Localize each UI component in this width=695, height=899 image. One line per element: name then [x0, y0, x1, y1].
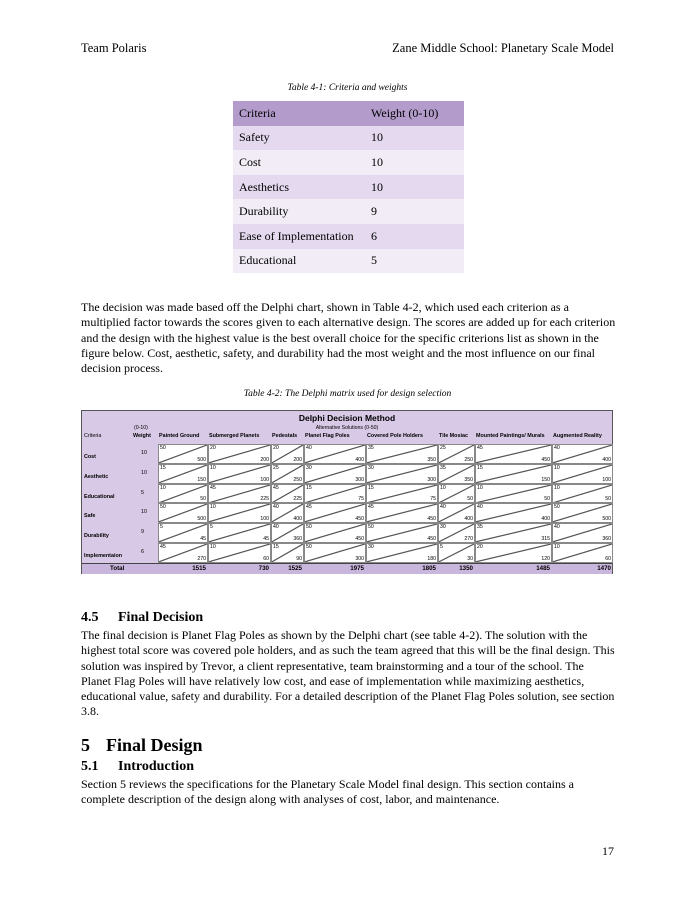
score-cell — [304, 503, 366, 523]
paragraph-text: The final decision is Planet Flag Poles as shown by the Delphi chart (see table 4-2). The solution with the highest total score was covered pole holders, and as such the team agreed that this will be the final design. This solution was inspired by Trevor, a client representative, team brainstorming and a tour of the school. The Planet Flag Poles will have relatively low cost, and ease of implementation while maximizing aesthetics, educational value, safety and durability. For a detailed description of the Planet Flag Poles solution, see section 3.8. — [81, 628, 615, 719]
diagonal-divider — [476, 445, 551, 463]
total-row — [82, 563, 612, 574]
score-cell — [366, 523, 438, 543]
score-value: 15 — [306, 484, 312, 491]
section-4-5-body — [81, 628, 616, 720]
score-value: 15 — [477, 464, 483, 471]
weighted-value: 50 — [544, 496, 550, 503]
row-weight: 10 — [141, 469, 147, 476]
score-value: 15 — [368, 484, 374, 491]
score-value: 40 — [477, 504, 483, 511]
weighted-value: 450 — [427, 535, 436, 542]
total-value: 1515 — [192, 565, 206, 572]
weighted-value: 300 — [355, 555, 364, 562]
criteria-cell: Durability — [233, 199, 365, 224]
score-value: 40 — [306, 445, 312, 451]
score-cell — [366, 503, 438, 523]
score-value: 15 — [273, 544, 279, 550]
criteria-weights-table — [233, 101, 464, 273]
weighted-value: 300 — [427, 476, 436, 483]
score-cell — [366, 444, 438, 464]
score-value: 35 — [477, 524, 483, 531]
score-value: 40 — [440, 504, 446, 511]
weighted-value: 90 — [296, 555, 302, 562]
score-cell — [271, 523, 304, 543]
header-team-name: Team Polaris — [81, 41, 147, 55]
criteria-cell: Aesthetics — [233, 175, 365, 200]
score-cell — [475, 523, 552, 543]
score-cell — [158, 484, 208, 504]
criteria-cell: Educational — [233, 249, 365, 274]
section-5-heading — [81, 735, 203, 756]
score-cell — [208, 543, 271, 563]
section-title: Final Design — [106, 735, 203, 755]
score-value: 30 — [306, 464, 312, 471]
score-value: 10 — [477, 484, 483, 491]
row-weight: 5 — [141, 489, 144, 496]
score-cell — [158, 503, 208, 523]
header-weight: Weight (0-10) — [365, 101, 464, 126]
score-cell — [475, 503, 552, 523]
col-weight: Weight — [133, 433, 151, 439]
header-project-title: Zane Middle School: Planetary Scale Model — [392, 41, 614, 55]
score-value: 50 — [368, 524, 374, 531]
score-cell — [271, 484, 304, 504]
col-criteria: Criteria — [84, 433, 102, 439]
criteria-cell: Ease of Implementation — [233, 224, 365, 249]
paragraph-text: The decision was made based off the Delphi chart, shown in Table 4-2, which used each criterion as a multiplied factor towards the scores given to each alternative design. The scores are added up for each criterion and the design with the highest value is the best overall choice for the specific criterions list as shown in the figure below. Cost, aesthetic, safety, and durability had the most weight and the most influence on our final decision process. — [81, 300, 616, 376]
weighted-value: 250 — [464, 456, 473, 463]
score-value: 25 — [273, 464, 279, 471]
row-weight: 10 — [141, 450, 147, 456]
weight-cell: 5 — [365, 249, 464, 274]
score-value: 10 — [210, 504, 216, 511]
weight-cell: 6 — [365, 224, 464, 249]
weighted-value: 400 — [355, 456, 364, 463]
criteria-cell: Cost — [233, 150, 365, 175]
row-criteria-label: Cost — [84, 454, 96, 460]
weighted-value: 150 — [541, 476, 550, 483]
score-cell — [304, 523, 366, 543]
section-number: 5 — [81, 735, 90, 755]
weighted-value: 75 — [430, 496, 436, 503]
score-value: 35 — [368, 445, 374, 451]
weighted-value: 60 — [263, 555, 269, 562]
score-cell — [438, 503, 475, 523]
score-value: 40 — [273, 504, 279, 511]
alt-header-2: Pedestals — [272, 433, 298, 439]
score-cell — [552, 503, 613, 523]
weighted-value: 270 — [197, 555, 206, 562]
weighted-value: 450 — [355, 516, 364, 523]
diagonal-divider — [476, 524, 551, 542]
score-cell — [208, 464, 271, 484]
weighted-value: 360 — [602, 535, 611, 542]
row-criteria-label: Aesthetic — [84, 473, 109, 480]
score-value: 50 — [306, 544, 312, 550]
table1-caption: Table 4-1: Criteria and weights — [287, 83, 408, 93]
section-4-5-heading — [81, 610, 203, 626]
score-value: 50 — [554, 504, 560, 511]
table-header-row — [233, 101, 464, 126]
total-value: 1525 — [288, 565, 302, 572]
diagonal-divider — [553, 544, 612, 562]
score-value: 45 — [306, 504, 312, 511]
score-cell — [304, 484, 366, 504]
score-cell — [271, 543, 304, 563]
weighted-value: 150 — [197, 476, 206, 483]
score-value: 10 — [160, 484, 166, 491]
score-cell — [552, 444, 613, 464]
alt-header-3: Planet Flag Poles — [305, 433, 350, 439]
score-value: 35 — [440, 464, 446, 471]
weighted-value: 60 — [605, 555, 611, 562]
weighted-value: 50 — [200, 496, 206, 503]
weighted-value: 100 — [602, 476, 611, 483]
score-cell — [158, 543, 208, 563]
score-value: 20 — [477, 544, 483, 550]
score-value: 50 — [160, 445, 166, 451]
diagonal-divider — [476, 485, 551, 503]
paragraph-text: Section 5 reviews the specifications for the Planetary Scale Model final design. This section contains a complete description of the design along with analyses of cost, labor, and maintenance. — [81, 777, 574, 807]
score-cell — [475, 543, 552, 563]
weight-cell: 9 — [365, 199, 464, 224]
score-cell — [552, 484, 613, 504]
weighted-value: 450 — [541, 456, 550, 463]
diagonal-divider — [476, 544, 551, 562]
weighted-value: 50 — [467, 496, 473, 503]
table-row — [233, 150, 464, 175]
score-value: 30 — [440, 524, 446, 531]
weighted-value: 400 — [541, 516, 550, 523]
score-cell — [552, 543, 613, 563]
weighted-value: 225 — [293, 496, 302, 503]
diagonal-divider — [367, 485, 437, 503]
header-criteria: Criteria — [233, 101, 365, 126]
weight-cell: 10 — [365, 150, 464, 175]
score-cell — [475, 444, 552, 464]
weighted-value: 180 — [427, 555, 436, 562]
score-cell — [366, 543, 438, 563]
row-criteria-label: Implementaion — [84, 553, 123, 559]
weighted-value: 315 — [541, 535, 550, 542]
weight-scale: (0-10) — [134, 425, 148, 431]
alt-header-6: Mounted Paintings/ Murals — [476, 433, 545, 439]
score-cell — [271, 444, 304, 464]
table-row — [233, 224, 464, 249]
delphi-title: Delphi Decision Method — [298, 413, 396, 423]
row-weight: 10 — [141, 509, 147, 516]
total-value: 1350 — [459, 565, 473, 572]
score-cell — [438, 444, 475, 464]
section-5-1-heading — [81, 759, 194, 775]
score-cell — [475, 484, 552, 504]
score-cell — [552, 464, 613, 484]
row-criteria-label: Durability — [84, 533, 109, 540]
alt-header-0: Painted Ground — [159, 433, 200, 439]
score-cell — [158, 464, 208, 484]
weighted-value: 200 — [293, 456, 302, 463]
score-value: 40 — [554, 524, 560, 531]
score-value: 20 — [273, 445, 279, 451]
total-value: 1485 — [536, 565, 550, 572]
weighted-value: 350 — [427, 456, 436, 463]
diagonal-divider — [209, 524, 270, 542]
score-value: 10 — [554, 484, 560, 491]
table-row — [233, 199, 464, 224]
section-number: 5.1 — [81, 759, 99, 774]
score-value: 40 — [554, 445, 560, 451]
page-number: 17 — [602, 844, 614, 858]
score-value: 45 — [210, 484, 216, 491]
criteria-cell: Safety — [233, 126, 365, 151]
weighted-value: 450 — [427, 516, 436, 523]
weighted-value: 30 — [467, 555, 473, 562]
weighted-value: 200 — [260, 456, 269, 463]
weighted-value: 500 — [197, 456, 206, 463]
weighted-value: 400 — [293, 516, 302, 523]
score-cell — [304, 464, 366, 484]
weighted-value: 450 — [355, 535, 364, 542]
diagonal-divider — [553, 485, 612, 503]
page-header — [81, 41, 614, 57]
table2-caption: Table 4-2: The Delphi matrix used for design selection — [243, 389, 452, 399]
score-cell — [208, 484, 271, 504]
weight-cell: 10 — [365, 175, 464, 200]
weighted-value: 45 — [200, 535, 206, 542]
alt-header-4: Covered Pole Holders — [367, 433, 424, 439]
score-cell — [475, 464, 552, 484]
weighted-value: 270 — [464, 535, 473, 542]
total-value: 1470 — [597, 565, 611, 572]
row-criteria-label: Educational — [84, 493, 115, 500]
table-row — [233, 175, 464, 200]
row-weight: 9 — [141, 529, 144, 536]
score-cell — [208, 444, 271, 464]
alt-header-7: Augmented Reality — [553, 433, 602, 439]
weighted-value: 350 — [464, 476, 473, 483]
score-value: 10 — [440, 484, 446, 491]
section-title: Final Decision — [118, 610, 204, 625]
diagonal-divider — [209, 544, 270, 562]
score-value: 10 — [210, 544, 216, 550]
diagonal-divider — [476, 465, 551, 483]
score-cell — [158, 444, 208, 464]
score-cell — [438, 464, 475, 484]
score-value: 10 — [554, 464, 560, 471]
weighted-value: 250 — [293, 476, 302, 483]
weighted-value: 360 — [293, 535, 302, 542]
diagonal-divider — [476, 504, 551, 522]
alt-header-1: Submerged Planets — [209, 433, 260, 439]
score-value: 10 — [210, 464, 216, 471]
total-value: 1805 — [422, 565, 436, 572]
section-number: 4.5 — [81, 610, 99, 625]
score-value: 15 — [160, 464, 166, 471]
weighted-value: 225 — [260, 496, 269, 503]
weighted-value: 100 — [260, 516, 269, 523]
score-cell — [366, 464, 438, 484]
table-row — [233, 126, 464, 151]
weight-cell: 10 — [365, 126, 464, 151]
weighted-value: 75 — [358, 496, 364, 503]
score-value: 30 — [368, 464, 374, 471]
score-value: 40 — [273, 524, 279, 531]
score-value: 5 — [160, 524, 163, 531]
section-title: Introduction — [118, 759, 194, 774]
score-value: 20 — [210, 445, 216, 451]
weighted-value: 50 — [605, 496, 611, 503]
score-value: 30 — [368, 544, 374, 550]
section-5-1-body — [81, 777, 616, 808]
weighted-value: 45 — [263, 535, 269, 542]
weighted-value: 400 — [464, 516, 473, 523]
score-cell — [304, 444, 366, 464]
score-grid — [158, 444, 613, 563]
weighted-value: 500 — [197, 516, 206, 523]
score-value: 45 — [273, 484, 279, 491]
score-value: 45 — [368, 504, 374, 511]
total-value: 730 — [258, 565, 269, 572]
body-paragraph — [81, 300, 616, 376]
score-cell — [208, 523, 271, 543]
weighted-value: 120 — [541, 555, 550, 562]
score-value: 50 — [306, 524, 312, 531]
score-value: 50 — [160, 504, 166, 511]
score-value: 25 — [440, 445, 446, 451]
score-cell — [158, 523, 208, 543]
score-cell — [366, 484, 438, 504]
weighted-value: 500 — [602, 516, 611, 523]
diagonal-divider — [305, 485, 365, 503]
score-cell — [552, 523, 613, 543]
row-criteria-label: Safe — [84, 513, 96, 520]
row-weight: 6 — [141, 549, 144, 555]
score-cell — [271, 464, 304, 484]
delphi-matrix — [81, 410, 613, 574]
total-label: Total — [110, 565, 125, 572]
score-value: 5 — [210, 524, 213, 531]
weighted-value: 100 — [260, 476, 269, 483]
score-value: 5 — [440, 544, 443, 550]
score-cell — [438, 523, 475, 543]
table-row — [233, 249, 464, 274]
score-value: 45 — [160, 544, 166, 550]
total-value: 1975 — [350, 565, 364, 572]
score-cell — [438, 543, 475, 563]
score-cell — [208, 503, 271, 523]
score-value: 10 — [554, 544, 560, 550]
alt-header-5: Tile Mosiac — [439, 433, 468, 439]
weighted-value: 300 — [355, 476, 364, 483]
score-cell — [271, 503, 304, 523]
score-cell — [438, 484, 475, 504]
score-value: 45 — [477, 445, 483, 451]
score-cell — [304, 543, 366, 563]
weighted-value: 400 — [602, 456, 611, 463]
alt-scale: Alternative Solutions (0-50) — [315, 425, 379, 431]
